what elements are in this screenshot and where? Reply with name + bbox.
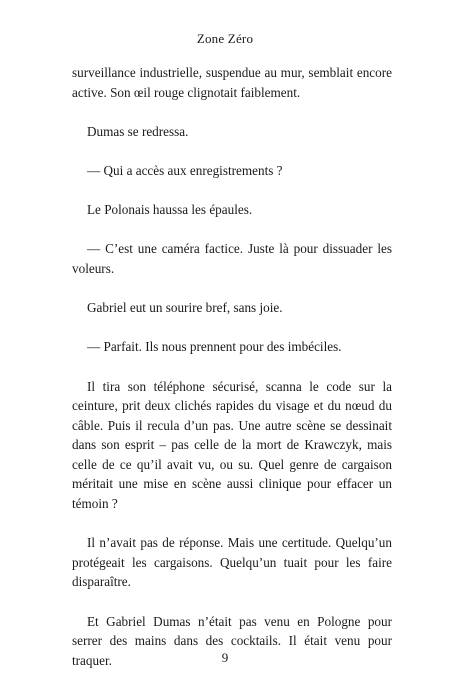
paragraph: Gabriel eut un sourire bref, sans joie. — [87, 300, 283, 316]
running-header: Zone Zéro — [196, 31, 254, 46]
page-number: 9 — [221, 650, 229, 665]
paragraph: Le Polonais haussa les épaules. — [87, 202, 253, 218]
paragraph: Dumas se redressa. — [87, 123, 189, 139]
paragraph: — Qui a accès aux enregistrements ? — [87, 162, 283, 178]
paragraph: surveillance industrielle, suspendue au mur, semblait encore active. Son œil rouge clignotait faiblement. — [72, 65, 392, 100]
body-text — [72, 63, 392, 690]
paragraph: Et Gabriel Dumas n’était pas venu en Pologne pour serrer des mains dans des cocktails. Il était venu pour traquer. — [72, 613, 392, 668]
paragraph: — Parfait. Ils nous prennent pour des imbéciles. — [87, 339, 342, 355]
paragraph: Il tira son téléphone sécurisé, scanna le code sur la ceinture, prit deux clichés rapides du visage et du nœud du câble. Puis il recula d’un pas. Une autre scène se dessinait dans son esprit – pas celle de la mort de Krawczyk, mais celle de ce qu’il avait vu, ou su. Quel genre de cargaison méritait une mise en scène aussi clinique pour effacer un témoin ? — [72, 378, 392, 512]
paragraph: — C’est une caméra factice. Juste là pour dissuader les voleurs. — [72, 241, 392, 276]
paragraph: Il n’avait pas de réponse. Mais une certitude. Quelqu’un protégeait les cargaisons. Quelqu’un tuait pour les faire disparaître. — [72, 535, 392, 590]
